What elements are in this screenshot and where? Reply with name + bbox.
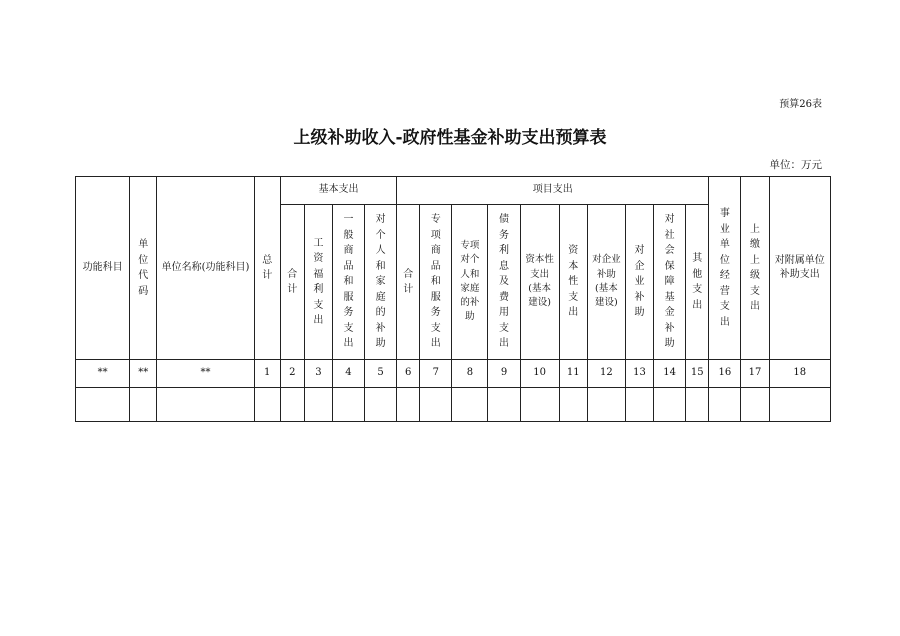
- column-number-row: [76, 360, 831, 388]
- num-cell: **: [157, 360, 254, 388]
- header-affiliate-subsidy: 对附属单位补助支出: [769, 177, 831, 360]
- header-project-2: 专项商品和服务支出: [420, 205, 452, 360]
- page-title: 上级补助收入-政府性基金补助支出预算表: [293, 128, 607, 148]
- header-total: 总计: [254, 177, 280, 360]
- header-biz-expense: 事业单位经营支出: [709, 177, 741, 360]
- empty-cell: [520, 388, 559, 422]
- header-group-basic: 基本支出: [280, 177, 396, 205]
- num-cell: 17: [741, 360, 769, 388]
- num-cell: 8: [452, 360, 488, 388]
- header-project-3: 专项对个人和家庭的补助: [452, 205, 488, 360]
- header-project-9: 对社会保障基金补助: [654, 205, 686, 360]
- num-cell: 1: [254, 360, 280, 388]
- budget-table: [75, 176, 831, 422]
- empty-cell: [130, 388, 157, 422]
- header-basic-3: 一般商品和服务支出: [332, 205, 364, 360]
- empty-cell: [365, 388, 397, 422]
- header-upper-payment: 上缴上级支出: [741, 177, 769, 360]
- header-basic-1: 合计: [280, 205, 304, 360]
- form-number: 预算26表: [779, 99, 822, 110]
- header-project-10: 其他支出: [686, 205, 709, 360]
- empty-cell: [332, 388, 364, 422]
- empty-cell: [686, 388, 709, 422]
- num-cell: 5: [365, 360, 397, 388]
- num-cell: 6: [397, 360, 420, 388]
- empty-cell: [741, 388, 769, 422]
- num-cell: 13: [625, 360, 653, 388]
- num-cell: 18: [769, 360, 831, 388]
- num-cell: 2: [280, 360, 304, 388]
- empty-cell: [452, 388, 488, 422]
- empty-cell: [76, 388, 130, 422]
- num-cell: 10: [520, 360, 559, 388]
- num-cell: 15: [686, 360, 709, 388]
- empty-cell: [709, 388, 741, 422]
- num-cell: **: [76, 360, 130, 388]
- num-cell: 4: [332, 360, 364, 388]
- empty-cell: [304, 388, 332, 422]
- num-cell: 14: [654, 360, 686, 388]
- empty-cell: [625, 388, 653, 422]
- empty-data-row: [76, 388, 831, 422]
- header-project-6: 资本性支出: [559, 205, 587, 360]
- header-func-subject: 功能科目: [76, 177, 130, 360]
- header-unit-code: 单位代码: [130, 177, 157, 360]
- empty-cell: [559, 388, 587, 422]
- empty-cell: [587, 388, 625, 422]
- num-cell: 7: [420, 360, 452, 388]
- empty-cell: [280, 388, 304, 422]
- num-cell: 3: [304, 360, 332, 388]
- header-group-project: 项目支出: [397, 177, 709, 205]
- header-project-4: 债务利息及费用支出: [488, 205, 520, 360]
- header-project-7: 对企业补助(基本建设): [587, 205, 625, 360]
- unit-label: 单位：万元: [769, 159, 822, 171]
- header-project-8: 对企业补助: [625, 205, 653, 360]
- empty-cell: [420, 388, 452, 422]
- num-cell: **: [130, 360, 157, 388]
- header-project-5: 资本性支出(基本建设): [520, 205, 559, 360]
- empty-cell: [488, 388, 520, 422]
- empty-cell: [397, 388, 420, 422]
- num-cell: 12: [587, 360, 625, 388]
- empty-cell: [254, 388, 280, 422]
- empty-cell: [157, 388, 254, 422]
- header-project-1: 合计: [397, 205, 420, 360]
- header-unit-name: 单位名称(功能科目): [157, 177, 254, 360]
- header-basic-4: 对个人和家庭的补助: [365, 205, 397, 360]
- num-cell: 16: [709, 360, 741, 388]
- num-cell: 11: [559, 360, 587, 388]
- empty-cell: [654, 388, 686, 422]
- header-basic-2: 工资福利支出: [304, 205, 332, 360]
- empty-cell: [769, 388, 831, 422]
- num-cell: 9: [488, 360, 520, 388]
